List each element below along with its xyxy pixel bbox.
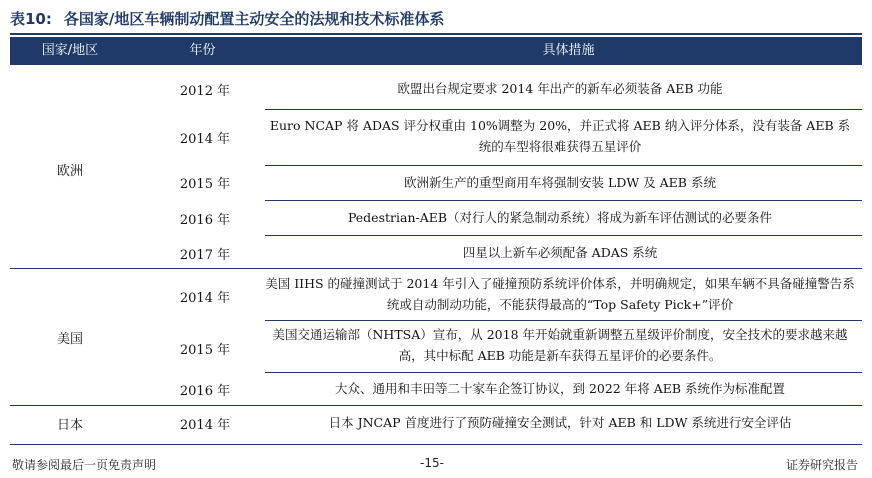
row-desc: 欧洲新生产的重型商用车将强制安装 LDW 及 AEB 系统	[404, 175, 716, 190]
report-label: 证券研究报告	[785, 458, 858, 472]
row-year: 2014 年	[179, 291, 231, 306]
table-number: 表10:	[10, 10, 52, 28]
row-year: 2015 年	[179, 343, 231, 358]
row-divider	[265, 372, 862, 373]
region-japan: 日本	[56, 418, 83, 433]
row-desc: 大众、通用和丰田等二十家车企签订协议，到 2022 年将 AEB 系统作为标准配置	[334, 381, 786, 396]
row-year: 2015 年	[179, 177, 231, 192]
row-year: 2016 年	[179, 213, 231, 228]
header-measures: 具体措施	[542, 43, 595, 58]
row-year: 2014 年	[179, 418, 231, 433]
region-europe: 欧洲	[56, 164, 83, 179]
table-title	[10, 8, 444, 29]
region-usa: 美国	[56, 332, 83, 347]
row-desc: 日本 JNCAP 首度进行了预防碰撞安全测试，针对 AEB 和 LDW 系统进行安全评估	[328, 415, 792, 430]
title-divider	[10, 33, 862, 35]
group-divider	[10, 268, 862, 269]
row-divider	[265, 165, 862, 166]
header-year: 年份	[189, 43, 216, 58]
row-desc: 四星以上新车必须配备 ADAS 系统	[462, 245, 658, 260]
row-year: 2014 年	[179, 132, 231, 147]
table-title-text: 各国家/地区车辆制动配置主动安全的法规和技术标准体系	[63, 10, 445, 28]
header-region: 国家/地区	[41, 43, 99, 58]
row-divider	[265, 200, 862, 201]
group-divider	[10, 405, 862, 406]
row-desc: 美国交通运输部（NHTSA）宣布，从 2018 年开始就重新调整五星级评价制度，安全技术的要求越来越高，其中标配 AEB 功能是新车获得五星评价的必要条件。	[272, 327, 848, 363]
row-year: 2016 年	[179, 384, 231, 399]
row-divider	[265, 109, 862, 110]
disclaimer-note: 敬请参阅最后一页免责声明	[12, 458, 157, 472]
row-desc: Euro NCAP 将 ADAS 评分权重由 10%调整为 20%，并正式将 AEB 纳入评分体系，没有装备 AEB 系统的车型将很难获得五星评价	[269, 118, 851, 154]
page-number: -15-	[420, 456, 444, 470]
row-year: 2017 年	[179, 248, 231, 263]
row-divider	[265, 235, 862, 236]
row-divider	[265, 320, 862, 321]
row-desc: 欧盟出台规定要求 2014 年出产的新车必须装备 AEB 功能	[397, 81, 723, 96]
row-year: 2012 年	[179, 84, 231, 99]
table-header	[10, 37, 862, 65]
row-desc: 美国 IIHS 的碰撞测试于 2014 年引入了碰撞预防系统评价体系，并明确规定，如果车辆不具备碰撞警告系统或自动制动功能，不能获得最高的“Top Safety Pick+”评价	[265, 276, 855, 312]
row-desc: Pedestrian-AEB（对行人的紧急制动系统）将成为新车评估测试的必要条件	[347, 210, 773, 225]
table-bottom-rule	[10, 444, 862, 445]
